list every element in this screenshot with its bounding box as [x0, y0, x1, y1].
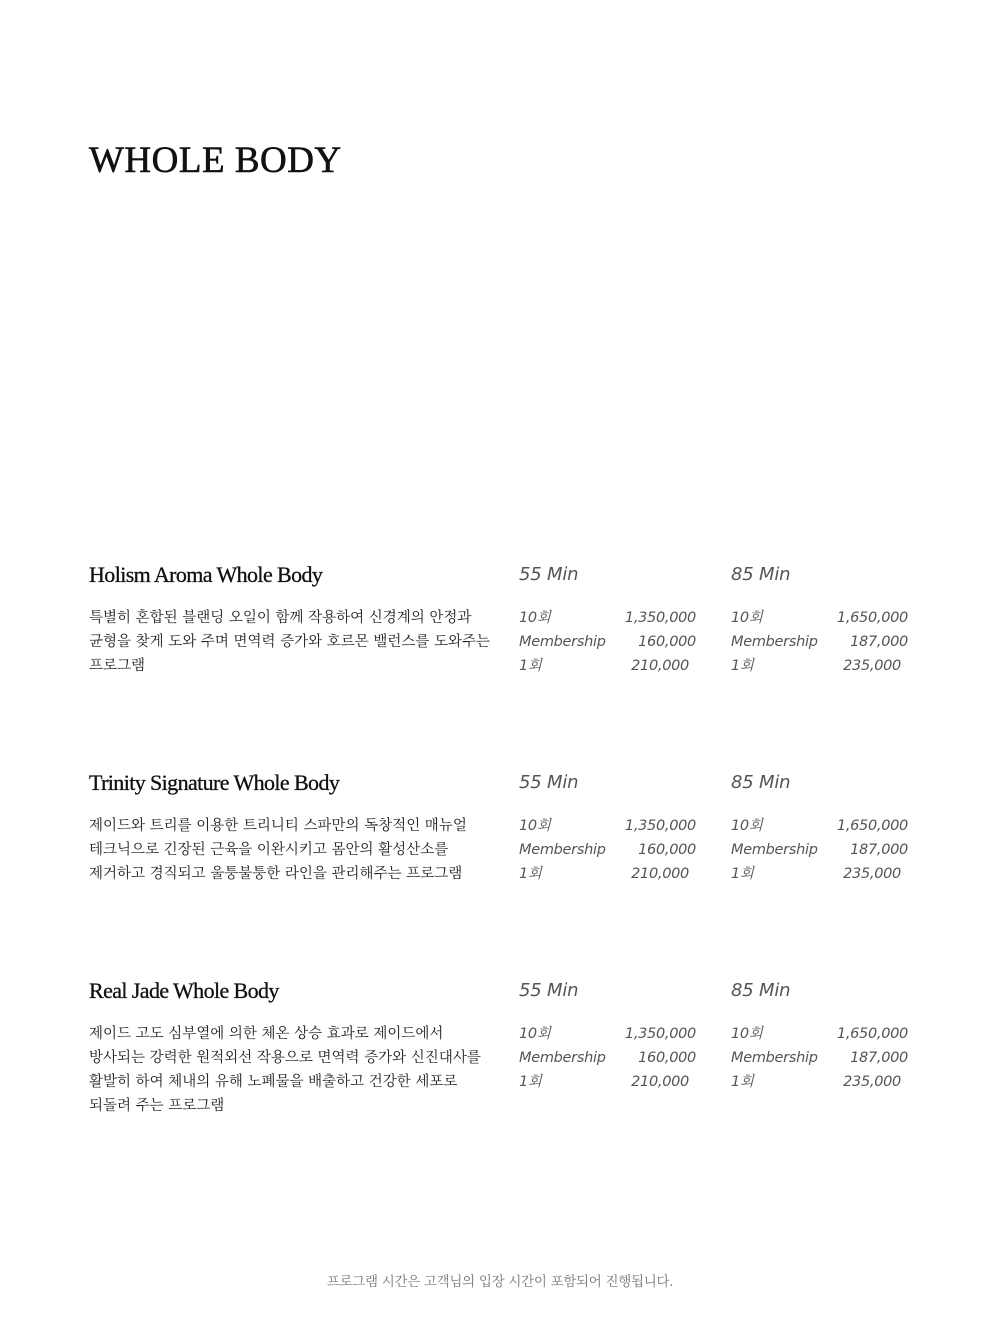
- price-amount: 187,000: [850, 842, 908, 858]
- price-row: [731, 1022, 911, 1046]
- price-amount: 235,000: [843, 1074, 901, 1090]
- price-row: [731, 654, 911, 678]
- program-name: Trinity Signature Whole Body: [89, 770, 340, 795]
- price-row: [519, 654, 699, 678]
- price-amount: 210,000: [631, 658, 689, 674]
- price-label: Membership: [519, 634, 606, 650]
- price-row: [519, 1022, 699, 1046]
- program-name: Holism Aroma Whole Body: [89, 562, 323, 587]
- price-row: [731, 862, 911, 886]
- price-list: [519, 606, 699, 678]
- price-label: Membership: [731, 842, 818, 858]
- price-list: [731, 814, 911, 886]
- price-amount: 187,000: [850, 634, 908, 650]
- price-label: 10회: [731, 610, 763, 626]
- price-label: 1회: [731, 866, 754, 882]
- price-list: [731, 1022, 911, 1094]
- price-amount: 210,000: [631, 866, 689, 882]
- price-amount: 160,000: [638, 1050, 696, 1066]
- price-row: [519, 1070, 699, 1094]
- price-option-55: [519, 978, 699, 1094]
- price-label: 1회: [731, 1074, 754, 1090]
- price-amount: 1,350,000: [624, 818, 696, 834]
- price-list: [519, 1022, 699, 1094]
- price-label: 1회: [519, 658, 542, 674]
- price-label: 1회: [731, 658, 754, 674]
- price-label: 1회: [519, 866, 542, 882]
- price-row: [519, 630, 699, 654]
- price-row: [731, 838, 911, 862]
- price-row: [731, 1070, 911, 1094]
- footer-note: 프로그램 시간은 고객님의 입장 시간이 포함되어 진행됩니다.: [326, 1274, 674, 1290]
- price-list: [519, 814, 699, 886]
- price-label: Membership: [731, 634, 818, 650]
- price-row: [731, 1046, 911, 1070]
- price-label: 10회: [519, 610, 551, 626]
- program-name: Real Jade Whole Body: [89, 978, 279, 1003]
- price-amount: 1,650,000: [836, 610, 908, 626]
- price-option-55: [519, 770, 699, 886]
- page-title: WHOLE BODY: [89, 140, 342, 181]
- price-amount: 235,000: [843, 658, 901, 674]
- duration-label: 55 Min: [519, 772, 579, 793]
- price-row: [519, 1046, 699, 1070]
- price-row: [731, 630, 911, 654]
- price-label: 1회: [519, 1074, 542, 1090]
- price-amount: 1,350,000: [624, 610, 696, 626]
- price-row: [519, 606, 699, 630]
- duration-label: 85 Min: [731, 980, 791, 1001]
- program-description: 제이드와 트리를 이용한 트리니티 스파만의 독창적인 매뉴얼 테크닉으로 긴장된 근육을 이완시키고 몸안의 활성산소를 제거하고 경직되고 울퉁불퉁한 라인을 관리해주는 프로그램: [89, 818, 467, 882]
- price-row: [731, 814, 911, 838]
- price-row: [519, 862, 699, 886]
- price-label: Membership: [519, 842, 606, 858]
- price-label: 10회: [519, 818, 551, 834]
- price-option-55: [519, 562, 699, 678]
- price-amount: 1,350,000: [624, 1026, 696, 1042]
- price-amount: 1,650,000: [836, 1026, 908, 1042]
- price-label: 10회: [519, 1026, 551, 1042]
- price-option-85: [731, 978, 911, 1094]
- price-list: [731, 606, 911, 678]
- price-option-85: [731, 770, 911, 886]
- price-amount: 235,000: [843, 866, 901, 882]
- price-amount: 1,650,000: [836, 818, 908, 834]
- duration-label: 55 Min: [519, 564, 579, 585]
- price-label: Membership: [731, 1050, 818, 1066]
- duration-label: 85 Min: [731, 564, 791, 585]
- price-row: [519, 838, 699, 862]
- price-row: [519, 814, 699, 838]
- price-amount: 160,000: [638, 842, 696, 858]
- duration-label: 85 Min: [731, 772, 791, 793]
- price-label: 10회: [731, 818, 763, 834]
- price-amount: 187,000: [850, 1050, 908, 1066]
- price-amount: 160,000: [638, 634, 696, 650]
- price-label: 10회: [731, 1026, 763, 1042]
- program-holism-aroma: [0, 562, 1000, 742]
- program-description: 특별히 혼합된 블랜딩 오일이 함께 작용하여 신경계의 안정과 균형을 찾게 도와 주며 면역력 증가와 호르몬 밸런스를 도와주는 프로그램: [89, 610, 491, 674]
- program-description: 제이드 고도 심부열에 의한 체온 상승 효과로 제이드에서 방사되는 강력한 원적외선 작용으로 면역력 증가와 신진대사를 활발히 하여 체내의 유해 노폐물을 배출하고 건강한 세포로 되돌려 주는 프로그램: [89, 1026, 481, 1114]
- price-row: [731, 606, 911, 630]
- program-trinity-signature: [0, 770, 1000, 950]
- price-option-85: [731, 562, 911, 678]
- price-amount: 210,000: [631, 1074, 689, 1090]
- duration-label: 55 Min: [519, 980, 579, 1001]
- program-real-jade: [0, 978, 1000, 1158]
- price-label: Membership: [519, 1050, 606, 1066]
